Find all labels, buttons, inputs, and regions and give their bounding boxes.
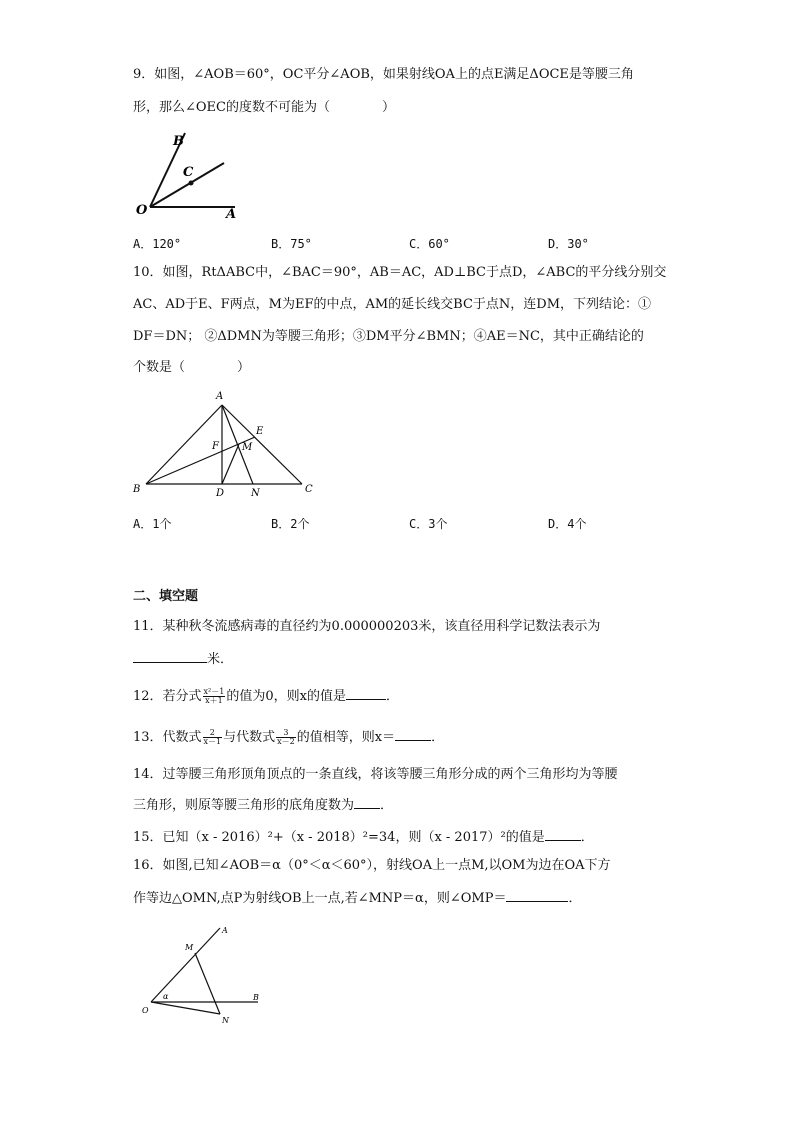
q13-frac1-numerator: 2 bbox=[203, 729, 223, 738]
q16-label-m: M bbox=[185, 943, 194, 952]
q11-line2 bbox=[133, 650, 233, 669]
q11-answer-blank[interactable] bbox=[133, 650, 207, 663]
q14-line2-text: 三角形，则原等腰三角形的底角度数为 bbox=[133, 798, 355, 813]
q16-line2 bbox=[133, 889, 581, 908]
q16-label-o: O bbox=[142, 1006, 149, 1015]
q12-line bbox=[133, 687, 399, 706]
section-heading: 二、填空题 bbox=[133, 589, 199, 604]
q9-label-o: O bbox=[136, 203, 148, 218]
q12-frac-denominator: x＋1 bbox=[205, 696, 223, 705]
q16-label-alpha: α bbox=[163, 992, 169, 1001]
q10-option-d: D．4个 bbox=[548, 517, 587, 531]
q16-line2-text: 作等边△OMN,点P为射线OB上一点,若∠MNP＝α，则∠OMP＝ bbox=[133, 891, 507, 906]
q13-suffix: 的值相等，则x＝ bbox=[296, 730, 396, 745]
q10-label-e: E bbox=[256, 426, 264, 437]
q10-line4: 个数是（ ） bbox=[133, 360, 251, 375]
q13-line bbox=[133, 728, 444, 747]
q10-label-f: F bbox=[212, 441, 219, 452]
q15-text: 15．已知（x - 2016）²+（x - 2018）²=34，则（x - 2017）²的值是 bbox=[133, 830, 545, 845]
q16-label-n: N bbox=[222, 1016, 229, 1025]
q9-option-d: D．30° bbox=[548, 237, 589, 251]
q10-label-a: A bbox=[216, 391, 224, 402]
q9-line1: 9．如图，∠AOB＝60°，OC平分∠AOB，如果射线OA上的点E满足ΔOCE是等腰三角 bbox=[133, 67, 634, 82]
q13-prefix: 13．代数式 bbox=[133, 730, 202, 745]
q12-answer-blank[interactable] bbox=[346, 687, 386, 700]
q14-end: ． bbox=[380, 798, 394, 813]
q11-unit: 米． bbox=[207, 652, 234, 667]
q14-line2 bbox=[133, 796, 393, 815]
q10-line3: DF＝DN； ②ΔDMN为等腰三角形；③DM平分∠BMN；④AE＝NC，其中正确结论的 bbox=[133, 329, 644, 344]
q9-option-b: B．75° bbox=[271, 237, 312, 251]
q10-label-n: N bbox=[251, 488, 260, 499]
q14-answer-blank[interactable] bbox=[354, 796, 380, 809]
q12-fraction bbox=[203, 688, 226, 705]
q9-label-a: A bbox=[226, 207, 237, 222]
q12-suffix: 的值为0，则x的值是 bbox=[226, 689, 346, 704]
q9-label-c: C bbox=[183, 165, 194, 180]
q15-line bbox=[133, 828, 594, 847]
q11-line1: 11．某种秋冬流感病毒的直径约为0.000000203米，该直径用科学记数法表示为 bbox=[133, 619, 601, 634]
q10-label-m: M bbox=[242, 442, 253, 453]
q10-option-b: B．2个 bbox=[271, 517, 310, 531]
q13-frac1-denominator: x－1 bbox=[203, 737, 222, 746]
q16-label-a: A bbox=[222, 926, 228, 935]
q9-label-b: B bbox=[173, 134, 184, 149]
q12-prefix: 12．若分式 bbox=[133, 689, 202, 704]
q16-answer-blank[interactable] bbox=[506, 889, 568, 902]
q10-option-a: A．1个 bbox=[133, 517, 172, 531]
q16-line1: 16．如图,已知∠AOB＝α（0°＜α＜60°），射线OA上一点M,以OM为边在OA下方 bbox=[133, 858, 611, 873]
q9-line2: 形，那么∠OEC的度数不可能为（ ） bbox=[133, 100, 395, 115]
q13-answer-blank[interactable] bbox=[395, 728, 431, 741]
q15-end: ． bbox=[580, 830, 594, 845]
q13-end: ． bbox=[431, 730, 445, 745]
q12-frac-numerator: x²－1 bbox=[203, 687, 225, 696]
q10-option-c: C．3个 bbox=[409, 517, 448, 531]
q15-answer-blank[interactable] bbox=[545, 828, 581, 841]
q13-frac2-numerator: 3 bbox=[276, 729, 296, 738]
q10-line1: 10．如图，RtΔABC中，∠BAC＝90°，AB＝AC，AD⊥BC于点D，∠ABC的平分线分别交 bbox=[133, 265, 667, 280]
q9-figure bbox=[130, 125, 250, 225]
q10-label-b: B bbox=[133, 484, 141, 495]
q13-frac2-denominator: x－2 bbox=[277, 737, 295, 746]
q10-figure bbox=[128, 386, 328, 501]
q12-end: ． bbox=[385, 689, 399, 704]
q10-label-c: C bbox=[305, 484, 313, 495]
q16-figure bbox=[136, 918, 276, 1030]
q16-label-b: B bbox=[253, 993, 259, 1002]
q16-end: ． bbox=[568, 891, 582, 906]
q14-line1: 14．过等腰三角形顶角顶点的一条直线，将该等腰三角形分成的两个三角形均为等腰 bbox=[133, 767, 618, 782]
q13-fraction-1 bbox=[203, 729, 223, 746]
q13-middle: 与代数式 bbox=[223, 730, 276, 745]
q10-label-d: D bbox=[216, 488, 225, 499]
q13-fraction-2 bbox=[276, 729, 296, 746]
q10-line2: AC、AD于E、F两点，M为EF的中点，AM的延长线交BC于点N，连DM，下列结论：① bbox=[133, 297, 652, 312]
q9-option-a: A．120° bbox=[133, 237, 182, 251]
q9-option-c: C．60° bbox=[409, 237, 450, 251]
